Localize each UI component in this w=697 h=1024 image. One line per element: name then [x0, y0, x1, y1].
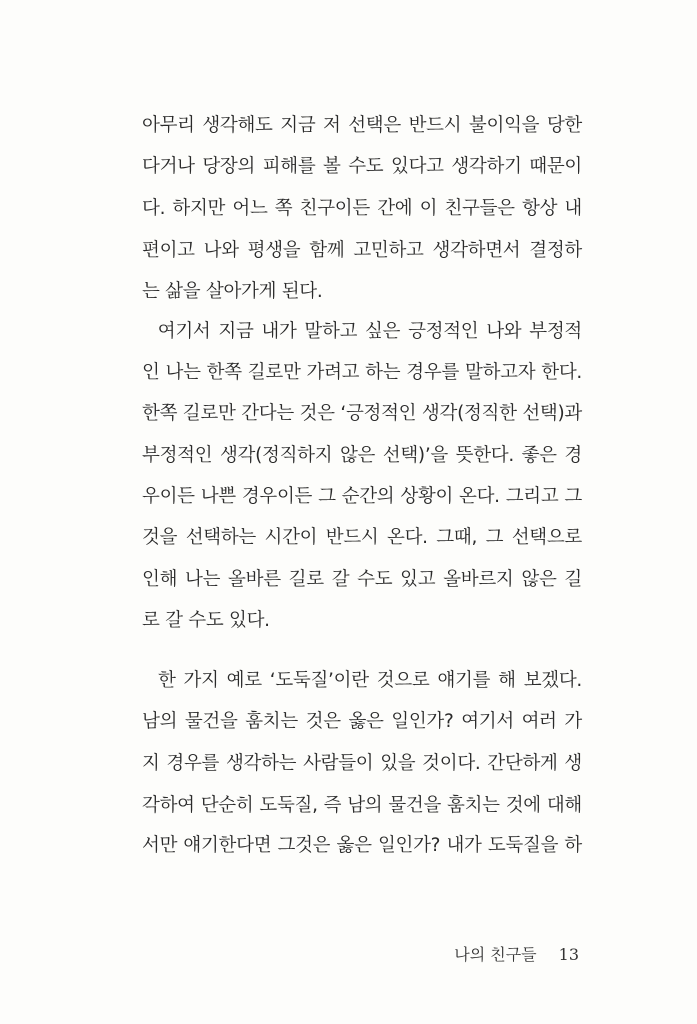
text-line: 부정적인 생각(정직하지 않은 선택)’을 뜻한다. 좋은 경 — [142, 445, 582, 466]
text-line: 서만 얘기한다면 그것은 옳은 일인가? 내가 도둑질을 하 — [142, 835, 582, 856]
text-line: 한쪽 길로만 간다는 것은 ‘긍정적인 생각(정직한 선택)과 — [142, 403, 582, 424]
text-line: 지 경우를 생각하는 사람들이 있을 것이다. 간단하게 생 — [142, 753, 582, 774]
text-line: 로 갈 수도 있다. — [142, 610, 270, 631]
text-line: 편이고 나와 평생을 함께 고민하고 생각하면서 결정하 — [142, 240, 582, 261]
text-line: 인 나는 한쪽 길로만 가려고 하는 경우를 말하고자 한다. — [142, 362, 582, 383]
text-line: 다거나 당장의 피해를 볼 수도 있다고 생각하기 때문이 — [142, 156, 582, 177]
running-chapter-title: 나의 친구들 — [454, 945, 537, 964]
text-line: 다. 하지만 어느 쪽 친구이든 간에 이 친구들은 항상 내 — [142, 198, 582, 219]
text-line: 각하여 단순히 도둑질, 즉 남의 물건을 훔치는 것에 대해 — [142, 795, 582, 816]
text-line: 것을 선택하는 시간이 반드시 온다. 그때, 그 선택으로 — [142, 527, 582, 548]
text-line: 여기서 지금 내가 말하고 싶은 긍정적인 나와 부정적 — [142, 321, 582, 342]
text-line: 남의 물건을 훔치는 것은 옳은 일인가? 여기서 여러 가 — [142, 711, 582, 732]
text-line: 아무리 생각해도 지금 저 선택은 반드시 불이익을 당한 — [142, 115, 582, 136]
text-line: 우이든 나쁜 경우이든 그 순간의 상황이 온다. 그리고 그 — [142, 486, 582, 507]
page-number: 13 — [558, 945, 579, 964]
page-footer — [454, 940, 579, 970]
text-line: 인해 나는 올바른 길로 갈 수도 있고 올바르지 않은 길 — [142, 569, 582, 590]
text-line: 는 삶을 살아가게 된다. — [142, 281, 323, 302]
text-line: 한 가지 예로 ‘도둑질’이란 것으로 얘기를 해 보겠다. — [142, 670, 582, 691]
